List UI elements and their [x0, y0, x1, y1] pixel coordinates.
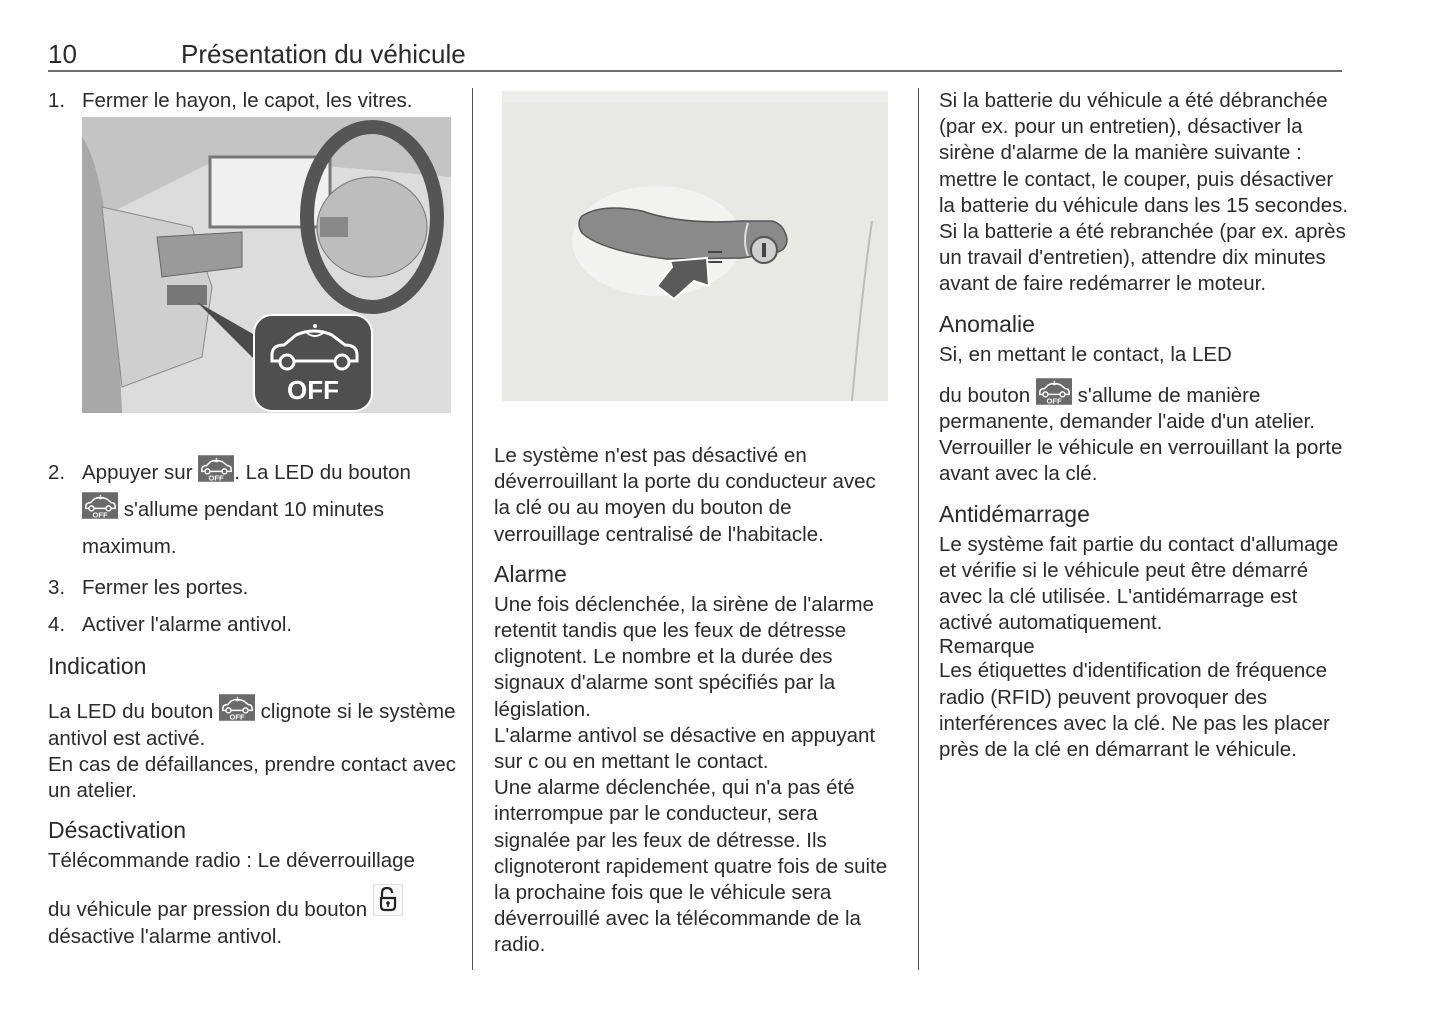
page-header	[48, 38, 1342, 72]
page-number: 10	[48, 39, 77, 69]
section-heading-alarme: Alarme	[494, 560, 567, 587]
note-text: Les étiquettes d'identification de fréquence radio (RFID) peuvent provoquer des interférences avec la clé. Ne pas les placer près de la clé en démarrant le véhicule.	[939, 659, 1330, 762]
column-divider	[472, 88, 473, 970]
page-title: Présentation du véhicule	[181, 39, 466, 69]
figure-door-handle	[502, 91, 888, 401]
note-heading: Remarque	[939, 635, 1035, 659]
alarm-off-button-icon	[198, 455, 234, 482]
unlock-padlock-icon	[373, 884, 403, 916]
list-item-step-3: 3. Fermer les portes.	[48, 576, 249, 599]
section-heading-indication: Indication	[48, 653, 147, 680]
column-1-lower: 2. Appuyer sur . La LED du bouton s'allume pendant 10 minutes maximum. 3. Fermer les portes. 4. Activer l'alarme antivol. Indication La LED du bouton clignote si le système antivol est activé. En cas de défaillances, prendre contact avec un atelier. Désactivation Télécommande radio : Le déverrouillage du véhicule par pression du bouton désactive l'alarme antivol.	[48, 454, 458, 950]
column-2: Le système n'est pas désactivé en déverrouillant la porte du conducteur avec la clé ou au moyen du bouton de verrouillage centralisé de l'habitacle. Alarme Une fois déclenchée, la sirène de l'alarme retentit tandis que les feux de détresse clignotent. Le nombre et la durée des signaux d'alarme sont spécifiés par la législation. L'alarme antivol se désactive en appuyant sur c ou en mettant le contact. Une alarme déclenchée, qui n'a pas été interrompue par le conducteur, sera signalée par les feux de détresse. Ils clignoteront rapidement quatre fois de suite la prochaine fois que le véhicule sera déverrouillé avec la télécommande de la radio.	[494, 443, 894, 959]
column-divider	[918, 88, 919, 970]
svg-text:OFF: OFF	[287, 375, 339, 405]
alarm-off-button-icon	[1036, 378, 1072, 405]
section-heading-antidemarrage: Antidémarrage	[939, 500, 1090, 527]
alarm-off-button-icon	[219, 694, 255, 721]
figure-dashboard-alarm-button	[82, 117, 451, 413]
column-1	[48, 88, 458, 114]
desactivation-note: Le système n'est pas désactivé en déverrouillant la porte du conducteur avec la clé ou au moyen du bouton de verrouillage centralisé de l'habitacle.	[494, 444, 876, 546]
section-heading-desactivation: Désactivation	[48, 817, 187, 844]
indication-text-2: En cas de défaillances, prendre contact avec un atelier.	[48, 752, 456, 803]
list-item-step-2: 2. Appuyer sur . La LED du bouton s'allume pendant 10 minutes maximum.	[48, 454, 458, 565]
list-item-step-4: 4. Activer l'alarme antivol.	[48, 613, 293, 637]
indication-text: La LED du bouton clignote si le système antivol est activé.	[48, 694, 458, 751]
list-item-step-1: 1. Fermer le hayon, le capot, les vitres.	[48, 89, 413, 112]
column-3: Si la batterie du véhicule a été débranchée (par ex. pour un entretien), désactiver la sirène d'alarme de la manière suivante : mettre le contact, le couper, puis désactiver la batterie du véhicule dans les 15 secondes. Si la batterie a été rebranchée (par ex. après un travail d'entretien), attendre dix minutes avant de faire redémarrer le moteur. Anomalie Si, en mettant le contact, la LED du bouton s'allume de manière permanente, demander l'aide d'un atelier. Verrouiller le véhicule en verrouillant la porte avant avec la clé. Antidémarrage Le système fait partie du contact d'allumage et vérifie si le véhicule peut être démarré avec la clé utilisée. L'antidémarrage est activé automatiquement. Remarque Les étiquettes d'identification de fréquence radio (RFID) peuvent provoquer des interférences avec la clé. Ne pas les placer près de la clé en démarrant le véhicule.	[939, 88, 1351, 763]
alarm-off-button-icon	[82, 492, 118, 519]
section-heading-anomalie: Anomalie	[939, 310, 1035, 337]
desactivation-text: Télécommande radio : Le déverrouillage	[48, 849, 415, 873]
